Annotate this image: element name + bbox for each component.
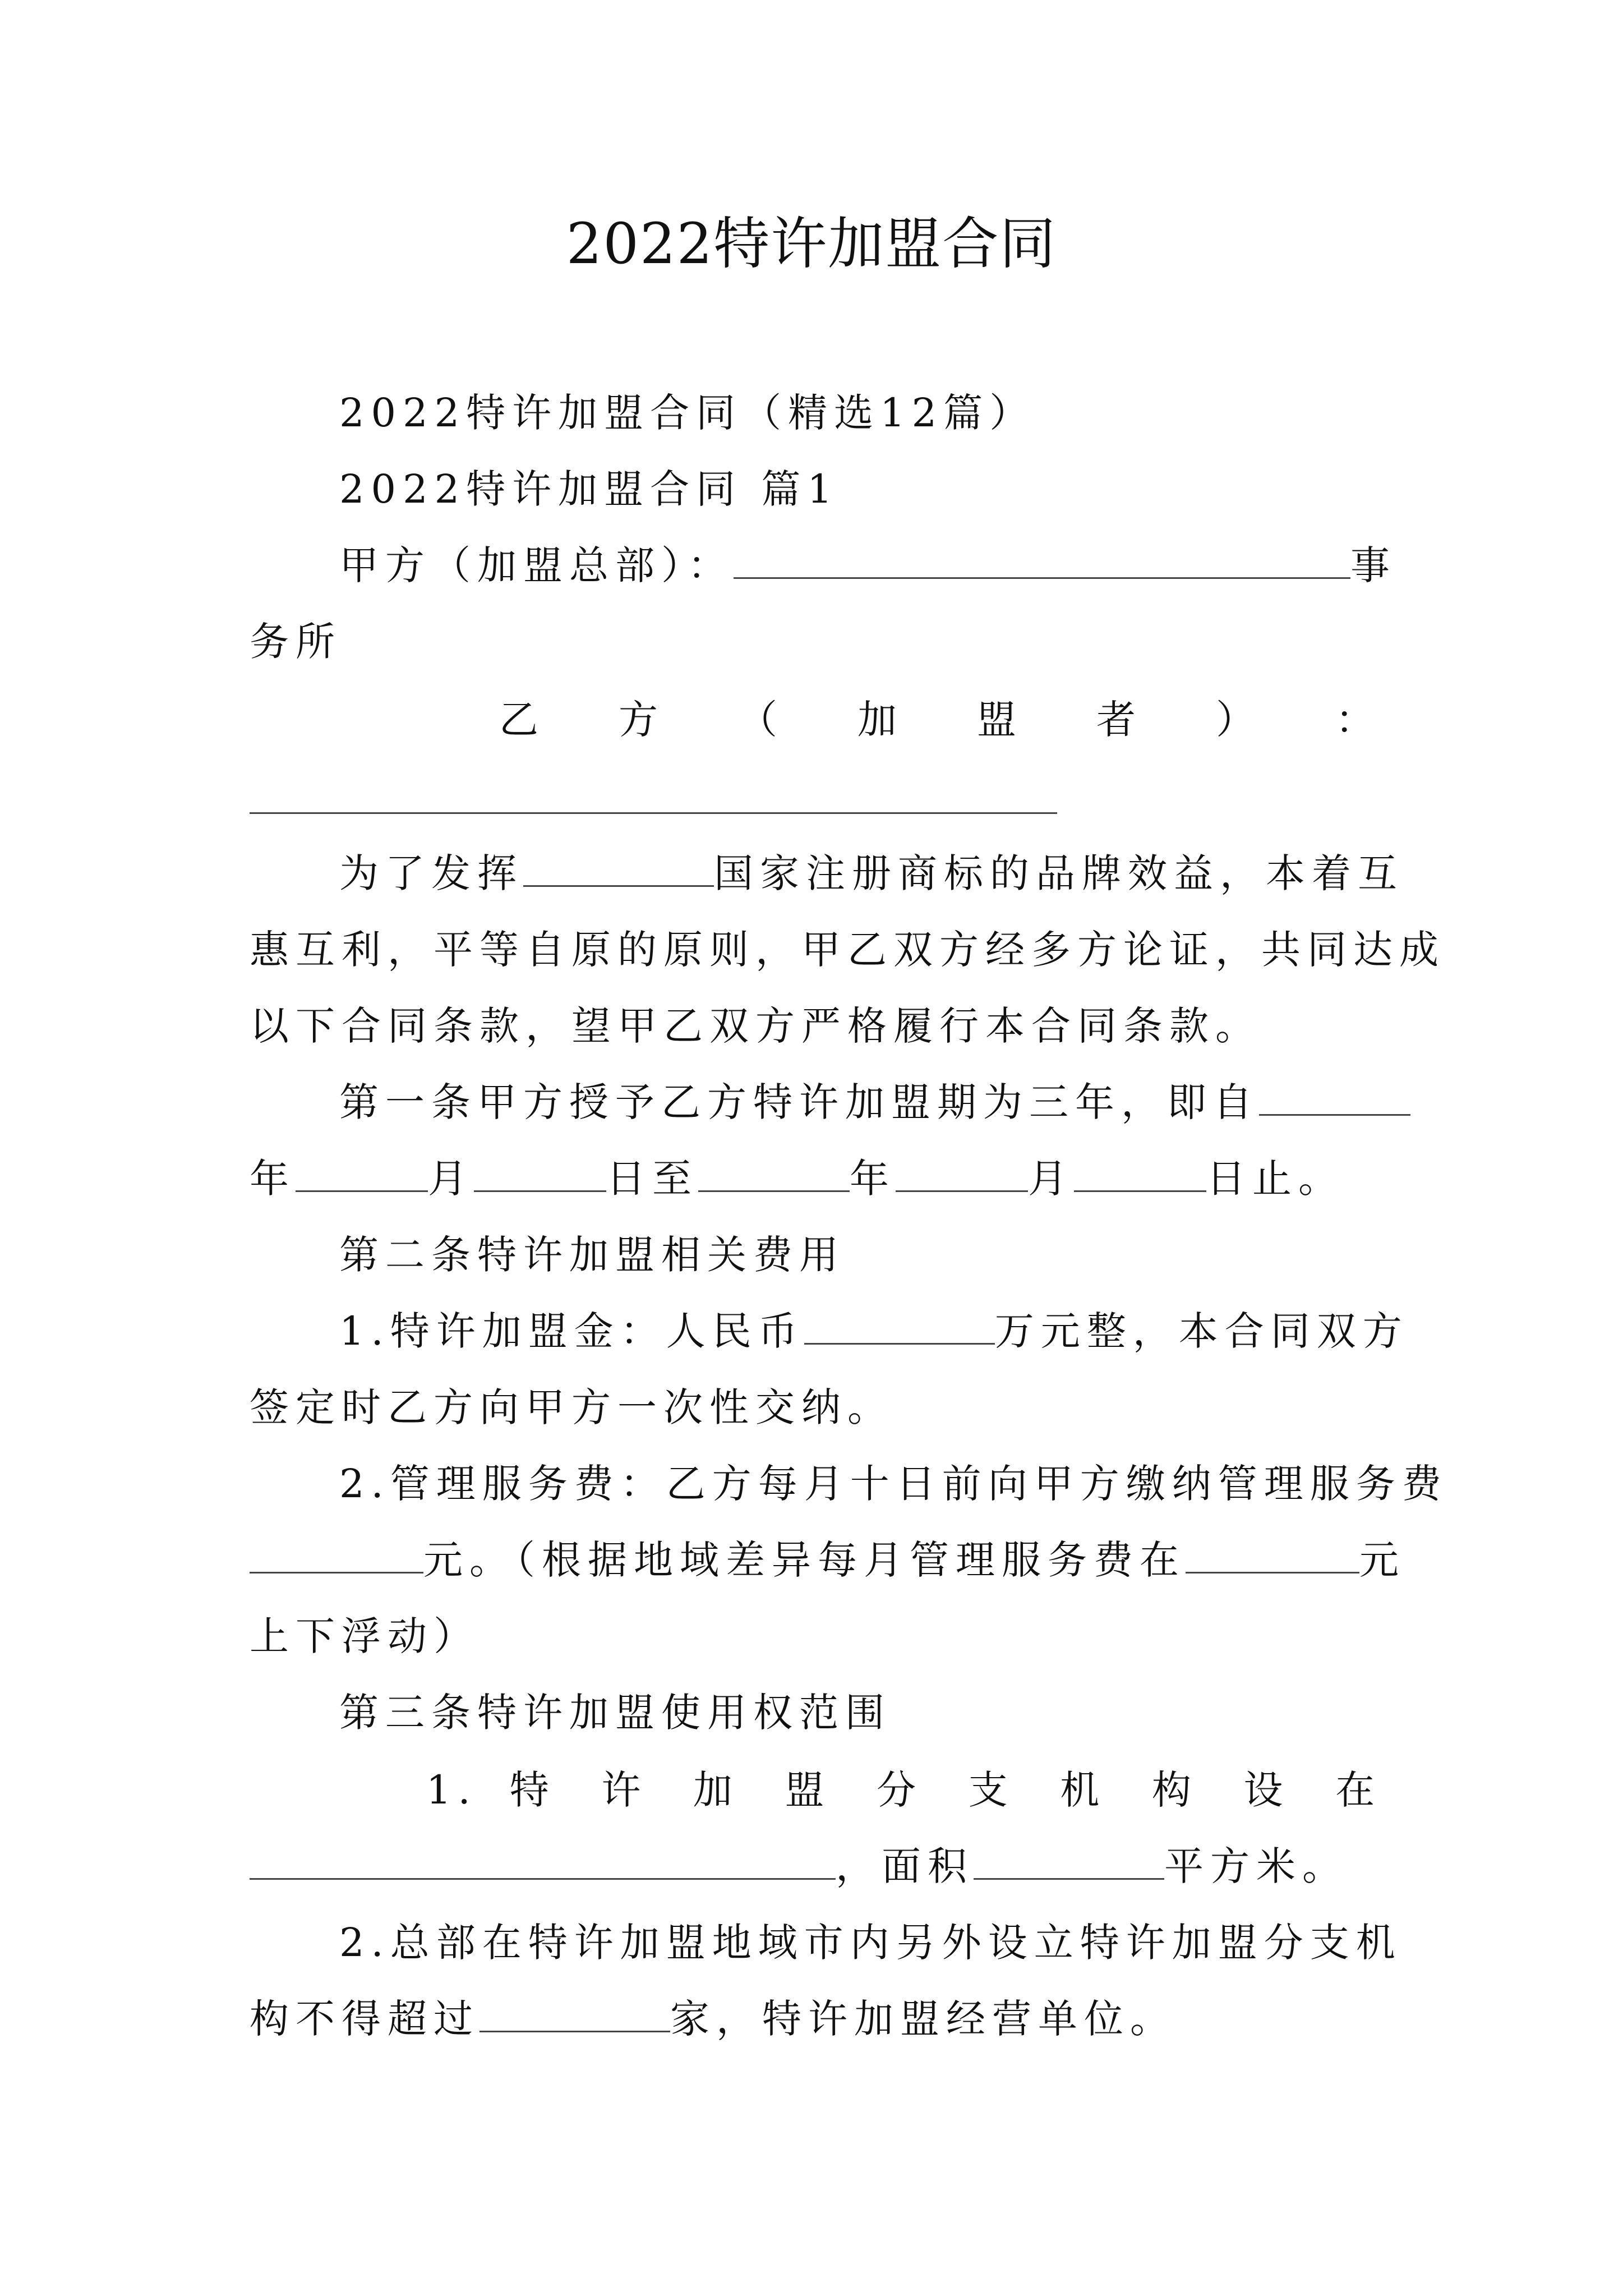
start-day-blank [474,1153,606,1192]
article-3-char: 特 [509,1767,569,1813]
party-a-label: 甲方（加盟总部）： [339,542,734,588]
intro-text: 国家注册商标的品牌效益，本着互 [714,850,1404,896]
article-3-text: 平方米。 [1164,1843,1348,1889]
start-year-blank [1259,1077,1410,1116]
party-a-line-2: 务所 [250,619,342,665]
article-3-char: 支 [968,1767,1028,1813]
intro-line-1 [339,845,1404,901]
document-title: 2022特许加盟合同 [566,211,1057,277]
party-b-char: 者 [1096,697,1170,743]
party-b-blank [250,812,1057,814]
party-b-char: 乙 [499,697,573,743]
article-3-item-1 [426,1762,1381,1818]
party-b-char: 盟 [977,697,1050,743]
article-3-item-1-line-2 [250,1838,1381,1894]
article-2-item-2-line-3: 上下浮动） [250,1613,479,1659]
party-b-line [499,692,1381,748]
party-b-char: （ [738,697,811,743]
article-2-heading: 第二条特许加盟相关费用 [339,1232,845,1278]
article-2-text: 元。（根据地域差异每月管理服务费在 [423,1537,1186,1583]
service-fee-blank [250,1535,423,1573]
party-b-char: ） [1216,697,1289,743]
article-3-char: 加 [693,1767,753,1813]
section-heading: 2022特许加盟合同 篇1 [339,466,839,512]
article-2-item-2-line-2 [250,1532,1405,1588]
article-1-line-2 [250,1151,1381,1207]
document-subtitle: 2022特许加盟合同（精选12篇） [339,390,1036,436]
article-2-text: 1.特许加盟金：人民币 [339,1308,804,1354]
article-3-text: ，面积 [836,1843,974,1889]
end-month-blank [896,1153,1028,1192]
article-1-text: 第一条甲方授予乙方特许加盟期为三年，即自 [339,1079,1259,1125]
article-3-char: 分 [877,1767,936,1813]
article-3-char: 许 [601,1767,661,1813]
party-b-char: 方 [619,697,692,743]
article-3-heading: 第三条特许加盟使用权范围 [339,1690,891,1736]
article-3-text: 家，特许加盟经营单位。 [670,1996,1176,2042]
service-fee-range-blank [1186,1535,1359,1573]
brand-blank [523,848,714,887]
date-label: 日止。 [1206,1156,1344,1202]
article-1-line-1 [339,1074,1381,1130]
article-2-item-2: 2.管理服务费：乙方每月十日前向甲方缴纳管理服务费 [339,1461,1448,1507]
intro-line-3: 以下合同条款，望甲乙双方严格履行本合同条款。 [250,1003,1261,1049]
article-3-char: 1. [426,1767,477,1813]
party-b-char: ： [1335,697,1381,743]
intro-line-2: 惠互利，平等自原的原则，甲乙双方经多方论证，共同达成 [250,927,1445,973]
date-label: 年 [850,1156,896,1202]
date-label: 年 [250,1156,296,1202]
article-3-char: 构 [1151,1767,1211,1813]
party-b-char: 加 [857,697,931,743]
party-a-blank [734,540,1350,579]
date-label: 日至 [606,1156,698,1202]
intro-text: 为了发挥 [339,850,523,896]
article-3-char: 设 [1243,1767,1303,1813]
location-blank [250,1841,836,1880]
article-2-text: 万元整，本合同双方 [994,1308,1409,1354]
party-a-line [339,537,1396,593]
party-a-suffix: 事 [1350,542,1396,588]
article-2-text: 元 [1359,1537,1405,1583]
end-year-blank [698,1153,850,1192]
date-label: 月 [1028,1156,1074,1202]
article-2-item-1-line-2: 签定时乙方向甲方一次性交纳。 [250,1384,893,1430]
article-2-item-1 [339,1303,1409,1359]
article-3-char: 在 [1335,1767,1382,1813]
area-blank [974,1841,1164,1880]
unit-count-blank [479,1994,670,2032]
start-month-blank [296,1153,428,1192]
article-3-item-2-line-2 [250,1991,1381,2047]
date-label: 月 [428,1156,474,1202]
article-3-item-2: 2.总部在特许加盟地域市内另外设立特许加盟分支机 [339,1920,1402,1966]
article-3-text: 构不得超过 [250,1996,479,2042]
franchise-fee-blank [804,1306,995,1345]
article-3-char: 机 [1060,1767,1119,1813]
end-day-blank [1074,1153,1206,1192]
article-3-char: 盟 [785,1767,845,1813]
